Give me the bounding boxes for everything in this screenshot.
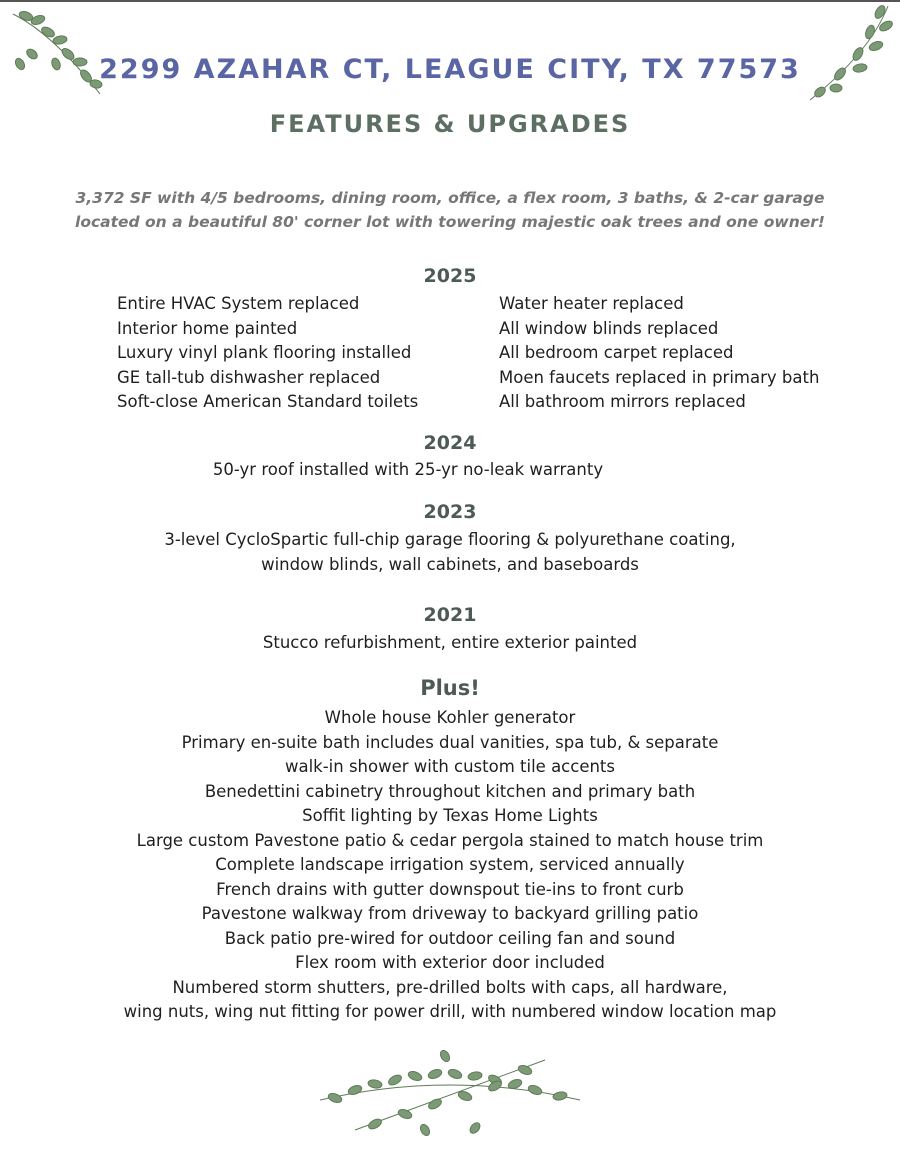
summary-line: located on a beautiful 80' corner lot with towering majestic oak trees and one owner! bbox=[75, 213, 825, 231]
list-item: French drains with gutter downspout tie-ins to front curb bbox=[216, 879, 684, 899]
list-item: Benedettini cabinetry throughout kitchen and primary bath bbox=[204, 781, 696, 801]
list-item: 3-level CycloSpartic full-chip garage flooring & polyurethane coating, bbox=[164, 530, 736, 549]
page-title: 2299 AZAHAR CT, LEAGUE CITY, TX 77573 bbox=[99, 54, 801, 85]
list-item: wing nuts, wing nut fitting for power drill, with numbered window location map bbox=[123, 1002, 777, 1021]
property-summary bbox=[0, 186, 900, 234]
list-item: Complete landscape irrigation system, serviced annually bbox=[215, 855, 685, 874]
page-subtitle: FEATURES & UPGRADES bbox=[269, 110, 631, 138]
list-item: Primary en-suite bath includes dual vanities, spa tub, & separate bbox=[181, 732, 719, 752]
list-item: Soffit lighting by Texas Home Lights bbox=[302, 806, 598, 825]
list-item: All bedroom carpet replaced bbox=[499, 343, 734, 362]
list-item: Water heater replaced bbox=[499, 294, 684, 313]
list-item: Stucco refurbishment, entire exterior painted bbox=[262, 633, 638, 652]
list-item: walk-in shower with custom tile accents bbox=[284, 757, 616, 776]
list-item: Interior home painted bbox=[117, 318, 298, 338]
list-item: 50-yr roof installed with 25-yr no-leak warranty bbox=[212, 460, 604, 479]
list-item: Pavestone walkway from driveway to backyard grilling patio bbox=[201, 904, 699, 923]
list-item: Flex room with exterior door included bbox=[295, 953, 605, 972]
list-item: Whole house Kohler generator bbox=[324, 708, 576, 727]
summary-line: 3,372 SF with 4/5 bedrooms, dining room, office, a flex room, 3 baths, & 2-car garage bbox=[75, 189, 825, 207]
list-item: Soft-close American Standard toilets bbox=[117, 392, 419, 411]
plus-heading: Plus! bbox=[420, 676, 480, 700]
list-item: Entire HVAC System replaced bbox=[117, 294, 360, 313]
top-border bbox=[0, 0, 900, 2]
list-item: window blinds, wall cabinets, and baseboards bbox=[261, 554, 639, 574]
year-heading-2024: 2024 bbox=[423, 432, 477, 454]
list-item: GE tall-tub dishwasher replaced bbox=[117, 367, 381, 387]
upgrades-2025-right bbox=[499, 292, 819, 415]
list-item: All window blinds replaced bbox=[499, 318, 719, 338]
list-item: All bathroom mirrors replaced bbox=[499, 392, 746, 411]
year-heading-2025: 2025 bbox=[423, 265, 477, 287]
year-heading-2021: 2021 bbox=[423, 604, 477, 626]
upgrades-2023 bbox=[0, 528, 900, 577]
upgrades-2025-left bbox=[117, 292, 418, 415]
list-item: Back patio pre-wired for outdoor ceiling fan and sound bbox=[224, 928, 676, 948]
list-item: Moen faucets replaced in primary bath bbox=[499, 367, 820, 387]
year-heading-2023: 2023 bbox=[423, 501, 477, 523]
leaf-garland-bottom-icon bbox=[315, 1040, 585, 1145]
plus-list bbox=[0, 706, 900, 1025]
list-item: Large custom Pavestone patio & cedar pergola stained to match house trim bbox=[136, 830, 764, 850]
list-item: Luxury vinyl plank flooring installed bbox=[117, 343, 412, 362]
list-item: Numbered storm shutters, pre-drilled bolts with caps, all hardware, bbox=[172, 977, 728, 997]
